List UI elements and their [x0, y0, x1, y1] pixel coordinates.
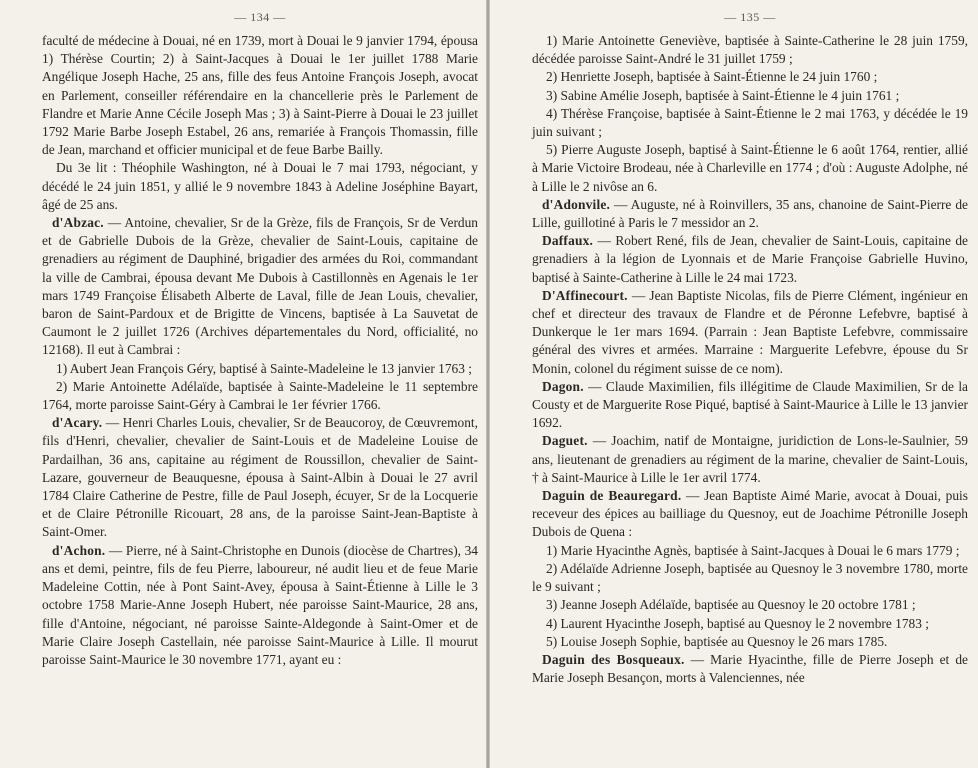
entry-text: — Jean Baptiste Aimé Marie, avocat à Douai, puis receveur des épices au bailliage du Quesnoy, eut de Joachime Pétronille Joseph Dubois de Quena :	[532, 488, 968, 540]
entry-text: — Robert René, fils de Jean, chevalier de Saint-Louis, capitaine de grenadiers à la légion de Lyonnais et de Marie Françoise Gabrielle Huvino, baptisé à Sainte-Catherine à Lille le 24 mai 1723.	[532, 233, 968, 285]
page-number: — 134 —	[234, 10, 286, 24]
paragraph: 2) Adélaïde Adrienne Joseph, baptisée au Quesnoy le 3 novembre 1780, morte le 9 suivant ;	[532, 560, 968, 595]
entry-paragraph	[42, 414, 478, 541]
paragraph: 1) Aubert Jean François Géry, baptisé à Sainte-Madeleine le 13 janvier 1763 ;	[56, 360, 472, 376]
entry-text: — Antoine, chevalier, Sr de la Grèze, fils de François, Sr de Verdun et de Gabrielle Dubois de la Grèze, chevalier de Saint-Louis, capitaine de grenadiers au régiment de Dauphiné, brigadier des armées du Roi, commandant la ville de Cambrai, épousa devant Me Dubois à Castillonnès en Agenais le 1er mars 1749 Françoise Élisabeth Alberte de Laval, fille de Jean Louis, chevalier, baron de Saint-Pardoux et de Brigitte de Vincens, baptisée à La Sauvetat de Caumont le 2 juillet 1726 (Archives départementales du Nord, officialité, no 12168). Il eut à Cambrai :	[42, 215, 478, 358]
entry-text: — Jean Baptiste Nicolas, fils de Pierre Clément, ingénieur en chef et directeur des travaux de Flandre et de Péronne Lefebvre, baptisé à Dunkerque le 1er mars 1694. (Parrain : Jean Baptiste Lefebvre, commissaire général des vivres et armées. Marraine : Marguerite Lefebvre, épouse du Sr Monin, colonel du régiment suisse de ce nom).	[532, 287, 968, 376]
entry-name: Daguin de Beauregard.	[542, 488, 682, 504]
entry-text: — Marie Hyacinthe, fille de Pierre Joseph et de Marie Joseph Besançon, morts à Valenciennes, née	[532, 651, 969, 686]
paragraph: faculté de médecine à Douai, né en 1739, mort à Douai le 9 janvier 1794, épousa 1) Thérèse Courtin; 2) à Saint-Jacques à Douai le 1er juillet 1788 Marie Angélique Joseph Hache, 25 ans, fille des feus Antoine François Joseph, avocat en Parlement, conseiller référendaire en la chancellerie près le Parlement de Flandre et Marie Anne Cécile Joseph Mas ; 3) à Saint-Pierre à Douai le 23 juillet 1792 Marie Barbe Joseph Estabel, 26 ans, remariée à François Thomassin, fille de Jean, marchand et officier municipal et de feue Barbe Bailly.	[42, 33, 478, 158]
entry-text: — Claude Maximilien, fils illégitime de Claude Maximilien, Sr de la Cousty et de Marguerite Rose Piqué, baptisé à Saint-Maurice à Lille le 13 janvier 1692.	[532, 378, 968, 431]
entry-name: d'Acary.	[52, 415, 103, 431]
paragraph: 2) Henriette Joseph, baptisée à Saint-Étienne le 24 juin 1760 ;	[546, 69, 878, 85]
entry-text: — Pierre, né à Saint-Christophe en Dunois (diocèse de Chartres), 34 ans et demi, peintre, fils de feu Pierre, laboureur, né audit lieu et de feue Marie Madeleine Cottin, née à Pont Saint-Avey, épousa à Saint-Étienne à Lille le 3 octobre 1758 Marie-Anne Joseph Hubert, née paroisse Saint-Maurice, 28 ans, fille d'Antoine, négociant, né paroisse Sainte-Aldegonde à Saint-Omer et de Marie Claire Joseph Castellain, née paroisse Saint-Maurice à Lille. Il mourut paroisse Saint-Maurice le 30 novembre 1771, ayant eu :	[42, 542, 478, 667]
left-page	[0, 0, 486, 768]
paragraph: 1) Marie Antoinette Geneviève, baptisée à Sainte-Catherine le 28 juin 1759, décédée paroisse Saint-André le 31 juillet 1759 ;	[532, 33, 968, 67]
paragraph: 4) Thérèse Françoise, baptisée à Saint-Étienne le 2 mai 1763, y décédée le 19 juin suivant ;	[532, 105, 968, 140]
paragraph: 3) Sabine Amélie Joseph, baptisée à Saint-Étienne le 4 juin 1761 ;	[546, 87, 900, 103]
entry-name: d'Abzac.	[52, 215, 104, 231]
entry-name: d'Achon.	[52, 542, 106, 558]
entry-paragraph	[532, 432, 968, 487]
entry-name: Dagon.	[542, 378, 584, 394]
entry-paragraph	[42, 542, 478, 669]
paragraph: 2) Marie Antoinette Adélaïde, baptisée à Sainte-Madeleine le 11 septembre 1764, morte paroisse Saint-Géry à Cambrai le 1er février 1766.	[42, 378, 478, 413]
paragraph: 5) Pierre Auguste Joseph, baptisé à Saint-Étienne le 6 août 1764, rentier, allié à Marie Victoire Brodeau, née à Charleville en 1774 ; d'où : Auguste Adolphe, né à Lille le 2 nivôse an 6.	[532, 142, 968, 194]
entry-paragraph	[532, 232, 968, 287]
entry-name: D'Affinecourt.	[542, 287, 628, 303]
paragraph: 3) Jeanne Joseph Adélaïde, baptisée au Quesnoy le 20 octobre 1781 ;	[546, 597, 916, 613]
paragraph: 4) Laurent Hyacinthe Joseph, baptisé au Quesnoy le 2 novembre 1783 ;	[546, 615, 930, 631]
entry-name: Daguet.	[542, 433, 588, 449]
page-number: — 135 —	[724, 10, 776, 24]
entry-name: d'Adonvile.	[542, 196, 611, 212]
entry-paragraph	[532, 287, 968, 378]
entry-text: — Joachim, natif de Montaigne, juridiction de Lons-le-Saulnier, 59 ans, lieutenant de grenadiers au régiment de la marine, chevalier de Saint-Louis, † à Saint-Maurice à Lille le 1er avril 1774.	[532, 433, 968, 485]
entry-paragraph	[532, 196, 968, 232]
paragraph: Du 3e lit : Théophile Washington, né à Douai le 7 mai 1793, négociant, y décédé le 24 juin 1851, y allié le 9 novembre 1843 à Adeline Joséphine Bayart, âgé de 25 ans.	[42, 160, 478, 212]
entry-paragraph	[42, 214, 478, 360]
entry-paragraph	[532, 378, 968, 433]
entry-name: Daguin des Bosqueaux.	[542, 651, 685, 667]
entry-text: — Henri Charles Louis, chevalier, Sr de Beaucoroy, de Cœuvremont, fils d'Henri, chevalier, chevalier de Saint-Louis et de Madeleine Louise de Pardailhan, 36 ans, capitaine au régiment de Roussillon, chevalier de Saint-Lazare, gouverneur de Beauquesne, épousa à Saint-Albin à Douai le 27 avril 1784 Claire Catherine de Pestre, fille de Paul Joseph, écuyer, Sr de la Locquerie et de Claire Pétronille Ricouart, 28 ans, de la paroisse Saint-Jean-Baptiste à Saint-Omer.	[42, 415, 478, 540]
right-page	[490, 0, 978, 768]
entry-name: Daffaux.	[542, 233, 594, 249]
paragraph: 1) Marie Hyacinthe Agnès, baptisée à Saint-Jacques à Douai le 6 mars 1779 ;	[546, 542, 960, 558]
entry-paragraph	[532, 651, 968, 687]
paragraph: 5) Louise Joseph Sophie, baptisée au Quesnoy le 26 mars 1785.	[546, 633, 888, 649]
page-body	[532, 32, 968, 687]
entry-text: — Auguste, né à Roinvillers, 35 ans, chanoine de Saint-Pierre de Lille, guillotiné à Paris le 7 messidor an 2.	[532, 196, 968, 231]
entry-paragraph	[532, 487, 968, 542]
page-body	[42, 32, 478, 669]
